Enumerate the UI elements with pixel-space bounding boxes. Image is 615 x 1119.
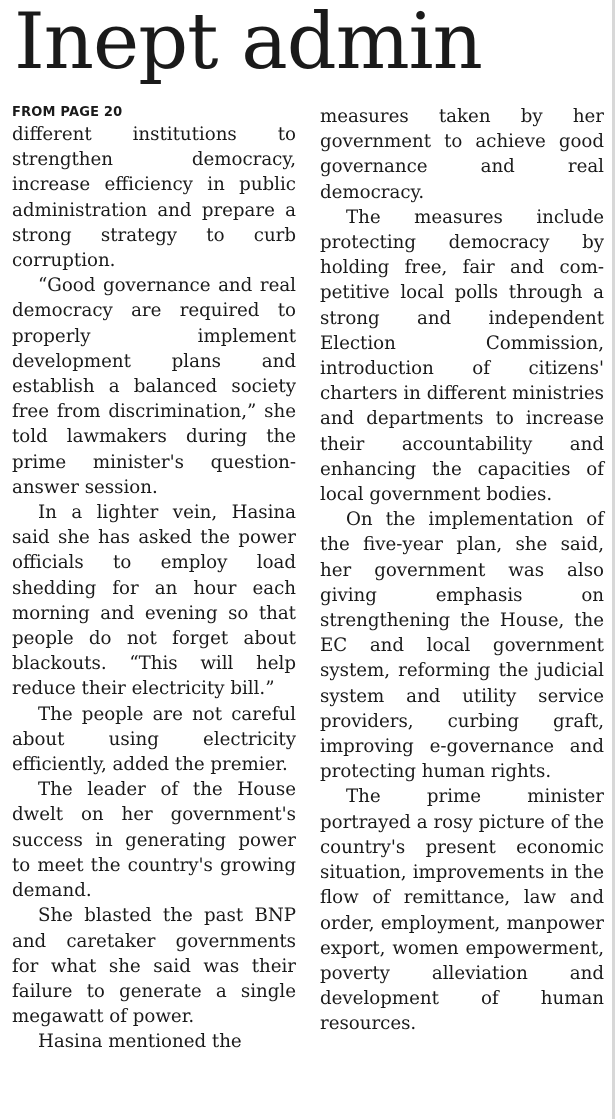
paragraph: Hasina mentioned the [38,1031,242,1053]
paragraph: In a lighter vein, Hasina said she has asked the power officials to employ load shedding for an hour each morning and evening so that people do not forget about blackouts. “This will help reduce their electricity bill.” [12,502,296,700]
paragraph: She blasted the past BNP and caretaker governments for what she said was their failure to generate a single megawatt of power. [12,905,296,1028]
continuation-kicker: FROM PAGE 20 [12,105,123,120]
paragraph: The leader of the House dwelt on her government's success in generating power to meet the country's growing demand. [12,779,296,902]
paragraph: different institutions to strengthen democracy, increase efficiency in public administration and prepare a strong strategy to curb corruption. [12,124,296,272]
paragraph: The prime minister portrayed a rosy picture of the country's present economic situation, improvements in the flow of remittance, law and order, employment, manpower export, women empowerment, poverty alleviation and development of human resources. [320,786,604,1035]
paragraph: measures taken by her government to achieve good governance and real democracy. [320,106,604,203]
paragraph: On the implementation of the five-year plan, she said, her government was also giving emphasis on strengthening the House, the EC and local government system, reforming the judicial system and utility service providers, curbing graft, improving e-governance and protecting human rights. [320,509,604,783]
article-column-left [12,104,296,1055]
paragraph: “Good governance and real democracy are required to properly implement development plans and establish a balanced society free from discrimination,” she told lawmakers during the prime minister's question-answer session. [12,275,296,498]
headline: Inept admin [14,0,482,87]
paragraph: The people are not careful about using electricity efficiently, added the premier. [12,703,296,776]
paragraph: The measures include protecting democracy by holding free, fair and competitive local polls through a strong and independent Election Commission, introduction of citizens' charters in different ministries and departments to increase their accountability and enhancing the capacities of local government bodies. [320,206,604,506]
article-column-right [320,104,604,1037]
